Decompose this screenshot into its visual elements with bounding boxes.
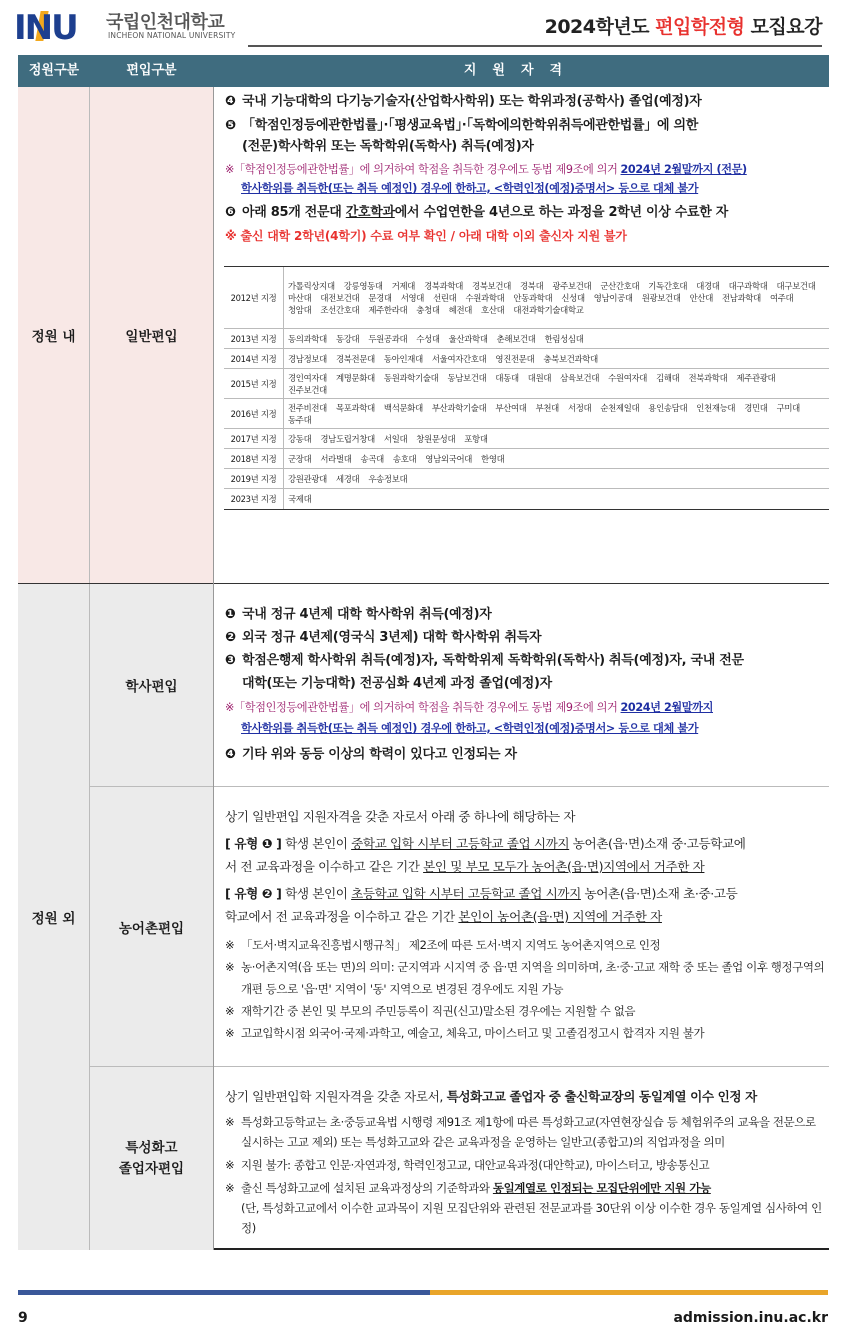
college-name: 부천대 bbox=[535, 402, 559, 413]
college-name: 영남이공대 bbox=[593, 292, 633, 303]
college-name: 혜전대 bbox=[448, 304, 473, 315]
college-name: 부산과학기술대 bbox=[431, 402, 487, 413]
college-name: 대전과학기술대학교 bbox=[513, 304, 584, 315]
college-name: 경북과학대 bbox=[424, 280, 464, 291]
college-row bbox=[224, 399, 829, 429]
college-name: 영남외국어대 bbox=[425, 453, 473, 464]
bachelor-criterion-3: ❸ 학점은행제 학사학위 취득(예정)자, 독학학위제 독학학위(독학사) 취득(예정)자, 국내 전문 대학(또는 기능대학) 전공심화 4년제 과정 졸업(예정)자 bbox=[225, 653, 744, 691]
general-note: ※「학점인정등에관한법률」에 의거하여 학점을 취득한 경우에도 동법 제9조에 의거 2024년 2월말까지 (전문) 학사학위를 취득한(또는 취득 예정인) 경우에 한하고, <학력인정(예정)증명서> 등으로 대체 불가 bbox=[225, 163, 747, 195]
college-name: 경남정보대 bbox=[288, 353, 327, 364]
college-year: 2014년 지정 bbox=[224, 349, 284, 368]
college-name: 선린대 bbox=[433, 292, 457, 303]
university-name-en: INCHEON NATIONAL UNIVERSITY bbox=[108, 31, 236, 40]
college-names bbox=[284, 349, 829, 368]
bachelor-criterion-2: ❷ 외국 정규 4년제(영국식 3년제) 대학 학사학위 취득자 bbox=[225, 630, 542, 645]
college-name: 국제대 bbox=[288, 494, 312, 504]
college-row bbox=[224, 369, 829, 399]
college-name: 동아인재대 bbox=[383, 353, 423, 364]
college-year: 2019년 지정 bbox=[224, 469, 284, 488]
logo-text: INU bbox=[14, 8, 77, 48]
college-name: 우송정보대 bbox=[368, 473, 408, 484]
college-name: 경남도립거창대 bbox=[320, 433, 375, 444]
college-name: 한림성심대 bbox=[544, 333, 584, 344]
college-name: 수원여자대 bbox=[608, 372, 648, 383]
college-name: 서라벌대 bbox=[320, 453, 352, 464]
college-name: 대원대 bbox=[527, 372, 552, 383]
bachelor-note: ※「학점인정등에관한법률」에 의거하여 학점을 취득한 경우에도 동법 제9조에 의거 2024년 2월말까지 학사학위를 취득한(또는 취득 예정인) 경우에 한하고, <학력인정(예정)증명서> 등으로 대체 불가 bbox=[225, 701, 713, 735]
college-names bbox=[284, 399, 829, 428]
rural-note-4: ※ 고교입학시점 외국어·국제·과학고, 예술고, 체육고, 마이스터고 및 고졸검정고시 합격자 지원 불가 bbox=[225, 1026, 705, 1040]
college-name: 동원과학기술대 bbox=[383, 372, 439, 383]
college-name: 영진전문대 bbox=[495, 353, 535, 364]
rural-note-2: ※ 농·어촌지역(읍 또는 면)의 의미: 군지역과 시지역 중 읍·면 지역을 의미하며, 초·중·고교 재학 중 또는 졸업 이후 행정구역의 개편 등으로 '읍·면' 지역이 '동' 지역으로 변경된 경우에도 지원 가능 bbox=[225, 960, 825, 996]
college-name: 경북대 bbox=[519, 280, 544, 291]
college-name: 수성대 bbox=[416, 333, 440, 344]
college-name: 인천재능대 bbox=[696, 402, 736, 413]
college-year: 2012년 지정 bbox=[224, 267, 284, 328]
page-header bbox=[0, 0, 842, 52]
website-link[interactable]: admission.inu.ac.kr bbox=[673, 1310, 828, 1326]
college-year: 2018년 지정 bbox=[224, 449, 284, 468]
college-name: 충북보건과학대 bbox=[543, 353, 598, 364]
college-names bbox=[284, 449, 829, 468]
document-title: 2024학년도 편입학전형 모집요강 bbox=[544, 16, 822, 38]
college-name: 경인여자대 bbox=[288, 372, 327, 383]
college-name: 부산여대 bbox=[495, 402, 527, 413]
college-name: 진주보건대 bbox=[288, 384, 327, 395]
header-eligibility: 지원자격 bbox=[463, 63, 579, 78]
criterion-5: ❺ 「학점인정등에관한법률」·「평생교육법」·「독학에의한학위취득에관한법률」에 의한 (전문)학사학위 또는 독학학위(독학사) 취득(예정)자 bbox=[225, 118, 698, 154]
college-name: 대경대 bbox=[696, 280, 720, 291]
college-names bbox=[284, 469, 829, 488]
college-name: 가톨릭상지대 bbox=[288, 280, 335, 291]
college-name: 경민대 bbox=[744, 402, 768, 413]
title-divider bbox=[248, 45, 822, 47]
college-name: 문경대 bbox=[368, 292, 392, 303]
college-name: 대전보건대 bbox=[320, 292, 360, 303]
college-name: 여주대 bbox=[769, 292, 794, 303]
college-name: 강원관광대 bbox=[288, 473, 327, 484]
college-row bbox=[224, 489, 829, 509]
college-name: 전남과학대 bbox=[722, 292, 761, 303]
general-transfer-label: 일반편입 bbox=[90, 87, 213, 583]
college-names bbox=[284, 489, 829, 509]
college-warning: ※ 출신 대학 2학년(4학기) 수료 여부 확인 / 아래 대학 이외 출신자 지원 불가 bbox=[225, 229, 627, 243]
college-name: 계명문화대 bbox=[335, 372, 375, 383]
vocational-intro: 상기 일반편입학 지원자격을 갖춘 자로서, 특성화고교 졸업자 중 출신학교장의 동일계열 이수 인정 자 bbox=[225, 1089, 757, 1104]
rural-intro: 상기 일반편입 지원자격을 갖춘 자로서 아래 중 하나에 해당하는 자 bbox=[225, 809, 576, 824]
bachelor-criterion-4: ❹ 기타 위와 동등 이상의 학력이 있다고 인정되는 자 bbox=[225, 747, 517, 762]
college-name: 창원문성대 bbox=[416, 433, 456, 444]
college-name: 대구보건대 bbox=[776, 280, 816, 291]
college-name: 신성대 bbox=[561, 292, 585, 303]
college-row bbox=[224, 469, 829, 489]
college-name: 백석문화대 bbox=[383, 402, 423, 413]
footer-bar-yellow bbox=[430, 1290, 828, 1295]
title-accent: 편입학전형 bbox=[655, 16, 745, 38]
college-name: 기독간호대 bbox=[648, 280, 688, 291]
college-name: 울산과학대 bbox=[448, 333, 488, 344]
college-name: 경북전문대 bbox=[335, 353, 375, 364]
college-name: 동의과학대 bbox=[288, 333, 327, 344]
college-name: 두원공과대 bbox=[368, 333, 408, 344]
college-year: 2023년 지정 bbox=[224, 489, 284, 509]
header-quota-type: 정원구분 bbox=[28, 63, 80, 78]
rural-type-2: [ 유형 ❷ ] 학생 본인이 초등학교 입학 시부터 고등학교 졸업 시까지 농어촌(읍·면)소재 초·중·고등 학교에서 전 교육과정을 이수하고 같은 기간 본인이 농어촌(읍·면) 지역에 거주한 자 bbox=[225, 886, 738, 924]
rural-transfer-content bbox=[213, 805, 829, 1044]
college-name: 서영대 bbox=[400, 292, 425, 303]
college-name: 조선간호대 bbox=[320, 304, 360, 315]
college-name: 제주한라대 bbox=[368, 304, 408, 315]
college-name: 대구과학대 bbox=[728, 280, 768, 291]
college-name: 마산대 bbox=[288, 292, 312, 303]
college-name: 포항대 bbox=[464, 433, 488, 444]
college-name: 서일대 bbox=[383, 433, 408, 444]
college-row bbox=[224, 429, 829, 449]
footer-bar-blue bbox=[18, 1290, 430, 1295]
college-name: 거제대 bbox=[391, 280, 416, 291]
vocational-note-1: ※ 특성화고등학교는 초·중등교육법 시행령 제91조 제1항에 따른 특성화고교(자연현장실습 등 체험위주의 교육을 전문으로 실시하는 고교 제외) 또는 특성화고교와 같은 교육과정을 운영하는 일반고(종합고)의 직업과정을 의미 bbox=[225, 1115, 816, 1149]
college-names bbox=[284, 369, 829, 398]
vocational-note-3: ※ 출신 특성화고교에 설치된 교육과정상의 기준학과와 동일계열로 인정되는 모집단위에만 지원 가능 (단, 특성화고교에서 이수한 교과목이 지원 모집단위와 관련된 전문교과를 30단위 이상 이수한 경우 동일계열 심사하여 인정) bbox=[225, 1181, 822, 1235]
bachelor-transfer-content bbox=[213, 603, 829, 766]
rural-transfer-label: 농어촌편입 bbox=[90, 787, 213, 1066]
college-name: 서울여자간호대 bbox=[431, 353, 487, 364]
college-year: 2017년 지정 bbox=[224, 429, 284, 448]
college-name: 서정대 bbox=[567, 402, 592, 413]
college-name: 대동대 bbox=[495, 372, 519, 383]
college-name: 동강대 bbox=[335, 333, 360, 344]
college-name: 제주관광대 bbox=[736, 372, 776, 383]
college-name: 안동과학대 bbox=[513, 292, 553, 303]
college-row bbox=[224, 449, 829, 469]
rural-type-1: [ 유형 ❶ ] 학생 본인이 중학교 입학 시부터 고등학교 졸업 시까지 농어촌(읍·면)소재 중·고등학교에 서 전 교육과정을 이수하고 같은 기간 본인 및 부모 모두가 농어촌(읍·면)지역에서 거주한 자 bbox=[225, 836, 746, 874]
college-names bbox=[284, 267, 829, 328]
college-name: 동남보건대 bbox=[447, 372, 487, 383]
college-name: 원광보건대 bbox=[641, 292, 681, 303]
college-year: 2015년 지정 bbox=[224, 369, 284, 398]
college-name: 전북과학대 bbox=[688, 372, 728, 383]
vocational-note-2: ※ 지원 불가: 종합고 인문·자연과정, 학력인정고교, 대안교육과정(대안학교), 마이스터고, 방송통신고 bbox=[225, 1158, 710, 1172]
college-name: 구미대 bbox=[776, 402, 800, 413]
college-name: 김해대 bbox=[656, 372, 680, 383]
bachelor-transfer-label: 학사편입 bbox=[90, 584, 213, 786]
college-name: 한영대 bbox=[481, 453, 505, 464]
page-number: 9 bbox=[18, 1310, 28, 1326]
college-name: 용인송담대 bbox=[648, 402, 688, 413]
college-name: 전주비전대 bbox=[288, 402, 327, 413]
vocational-transfer-content bbox=[213, 1085, 829, 1238]
college-name: 삼육보건대 bbox=[560, 372, 600, 383]
college-name: 춘해보건대 bbox=[496, 333, 536, 344]
college-name: 광주보건대 bbox=[552, 280, 592, 291]
college-year: 2016년 지정 bbox=[224, 399, 284, 428]
college-name: 송곡대 bbox=[360, 453, 384, 464]
quota-inside-label: 정원 내 bbox=[18, 87, 90, 583]
college-name: 순천제일대 bbox=[600, 402, 640, 413]
college-name: 충청대 bbox=[416, 304, 440, 315]
college-name: 군산간호대 bbox=[600, 280, 640, 291]
table-header-row bbox=[18, 55, 829, 87]
college-year: 2013년 지정 bbox=[224, 329, 284, 348]
nursing-college-list bbox=[224, 266, 829, 510]
college-names bbox=[284, 429, 829, 448]
college-row bbox=[224, 349, 829, 369]
college-row bbox=[224, 329, 829, 349]
college-name: 군장대 bbox=[288, 453, 312, 464]
rural-note-3: ※ 재학기간 중 본인 및 부모의 주민등록이 직권(신고)말소된 경우에는 지원할 수 없음 bbox=[225, 1004, 636, 1018]
rural-note-1: ※ 「도서·벽지교육진흥법시행규칙」 제2조에 따른 도서·벽지 지역도 농어촌지역으로 인정 bbox=[225, 938, 661, 952]
college-name: 청암대 bbox=[288, 304, 312, 315]
college-name: 강동대 bbox=[288, 433, 312, 444]
bachelor-criterion-1: ❶ 국내 정규 4년제 대학 학사학위 취득(예정)자 bbox=[225, 607, 492, 622]
university-name-ko: 국립인천대학교 bbox=[106, 12, 225, 33]
criterion-6: ❻ 아래 85개 전문대 간호학과에서 수업연한을 4년으로 하는 과정을 2학년 이상 수료한 자 bbox=[225, 205, 729, 220]
college-names bbox=[284, 329, 829, 348]
eligibility-table bbox=[18, 55, 829, 1250]
vocational-transfer-label: 특성화고 졸업자편입 bbox=[90, 1067, 213, 1250]
college-name: 경북보건대 bbox=[472, 280, 511, 291]
college-row bbox=[224, 267, 829, 329]
college-name: 호산대 bbox=[481, 304, 505, 315]
university-logo bbox=[14, 6, 102, 46]
quota-outside-label: 정원 외 bbox=[18, 584, 90, 1250]
college-name: 세경대 bbox=[335, 473, 360, 484]
college-name: 수원과학대 bbox=[465, 292, 505, 303]
general-transfer-content bbox=[213, 91, 829, 246]
college-name: 동주대 bbox=[288, 414, 312, 425]
header-transfer-type: 편입구분 bbox=[126, 63, 177, 78]
college-name: 송호대 bbox=[392, 453, 417, 464]
college-name: 강릉영동대 bbox=[343, 280, 383, 291]
criterion-4: ❹ 국내 기능대학의 다기능기술자(산업학사학위) 또는 학위과정(공학사) 졸업(예정)자 bbox=[225, 94, 702, 109]
college-name: 안산대 bbox=[689, 292, 714, 303]
college-name: 목포과학대 bbox=[335, 402, 375, 413]
